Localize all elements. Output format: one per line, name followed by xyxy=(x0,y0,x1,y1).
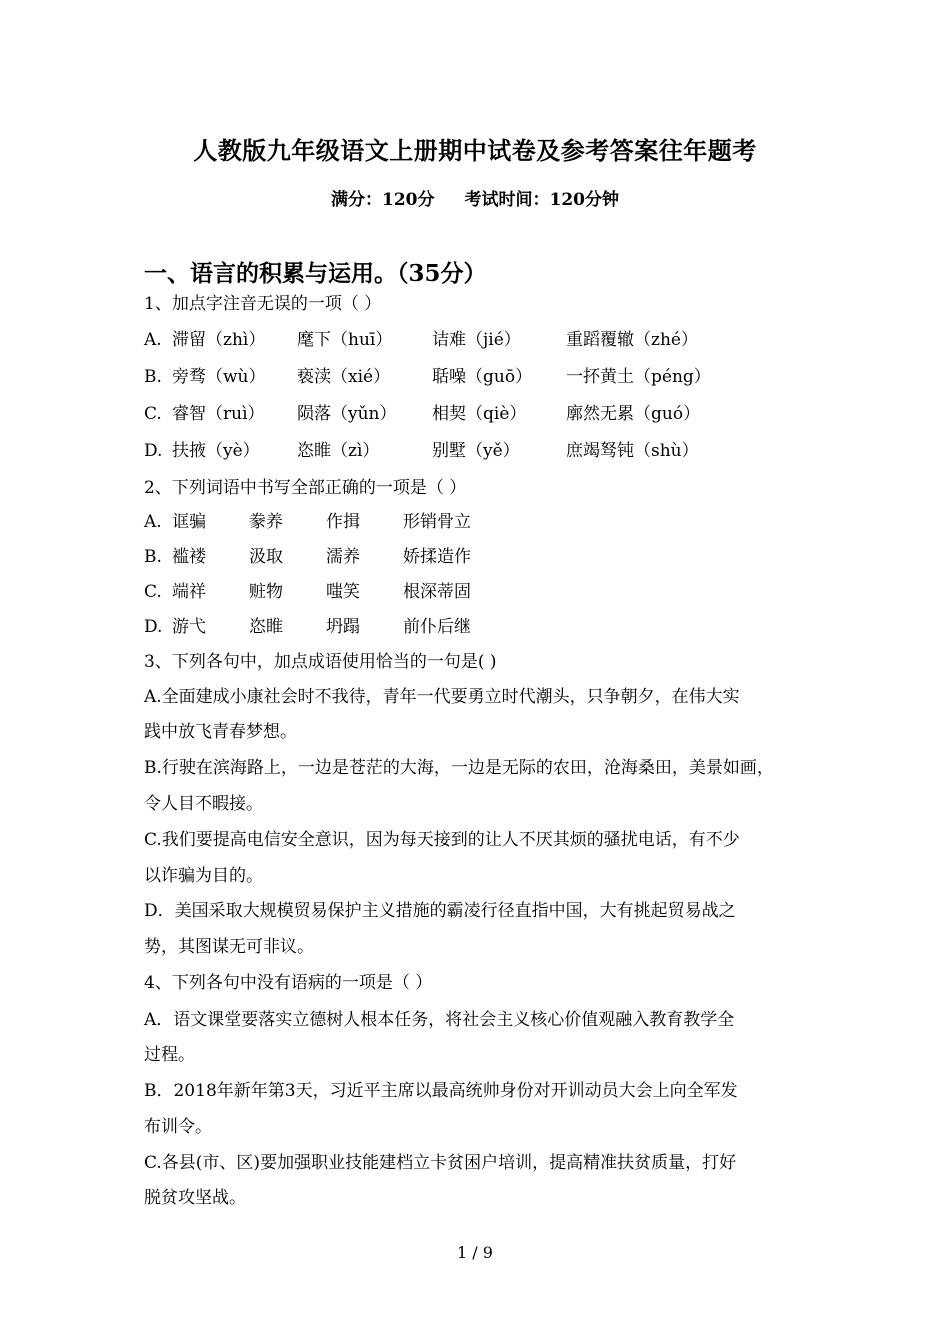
option-item: 麾下（huī） xyxy=(297,330,393,350)
q4-stem: 4、下列各句中没有语病的一项是（ ） xyxy=(144,973,433,993)
option-item: 豢养 xyxy=(249,512,283,532)
option-item: 端祥 xyxy=(172,582,206,602)
option-label: A. xyxy=(144,330,162,350)
option-item: 聒噪（guō） xyxy=(432,367,533,387)
q3-line: 以诈骗为目的。 xyxy=(144,866,263,886)
q3-stem: 3、下列各句中，加点成语使用恰当的一句是( ) xyxy=(144,652,497,672)
q3-line: A.全面建成小康社会时不我待，青年一代要勇立时代潮头，只争朝夕，在伟大实 xyxy=(144,687,740,707)
q3-line: D．美国采取大规模贸易保护主义措施的霸凌行径直指中国，大有挑起贸易战之 xyxy=(144,901,736,921)
q4-line: C.各县(市、区)要加强职业技能建档立卡贫困户培训，提高精准扶贫质量，打好 xyxy=(144,1153,737,1173)
option-item: 坍蹋 xyxy=(326,617,360,637)
q4-line: 布训令。 xyxy=(144,1117,212,1137)
full-score: 满分：120分 xyxy=(331,190,435,210)
option-item: 旁骛（wù） xyxy=(172,367,266,387)
option-item: 赃物 xyxy=(249,582,283,602)
option-item: 庶竭驽钝（shù） xyxy=(566,441,699,461)
option-item: 褴褛 xyxy=(172,547,206,567)
option-item: 陨落（yǔn） xyxy=(297,404,397,424)
q4-line: 脱贫攻坚战。 xyxy=(144,1188,246,1208)
page-number: 1 / 9 xyxy=(457,1243,493,1262)
option-item: 亵渎（xié） xyxy=(297,367,391,387)
option-item: 一抔黄土（péng） xyxy=(566,367,711,387)
option-label: B. xyxy=(144,367,162,387)
option-label: B. xyxy=(144,547,162,567)
q4-line: B．2018年新年第3天，习近平主席以最高统帅身份对开训动员大会上向全军发 xyxy=(144,1081,738,1101)
option-item: 濡养 xyxy=(326,547,360,567)
q3-line: 令人目不暇接。 xyxy=(144,794,263,814)
option-item: 扶掖（yè） xyxy=(172,441,260,461)
option-item: 廓然无累（guó） xyxy=(566,404,701,424)
q3-line: 势，其图谋无可非议。 xyxy=(144,937,314,957)
option-label: A. xyxy=(144,512,162,532)
option-item: 嗤笑 xyxy=(326,582,360,602)
q1-stem: 1、加点字注音无误的一项（ ） xyxy=(144,294,382,314)
option-item: 前仆后继 xyxy=(403,617,471,637)
q4-line: 过程。 xyxy=(144,1045,195,1065)
q3-line: B.行驶在滨海路上，一边是苍茫的大海，一边是无际的农田，沧海桑田，美景如画， xyxy=(144,758,774,778)
option-item: 别墅（yě） xyxy=(432,441,520,461)
option-item: 滞留（zhì） xyxy=(172,330,266,350)
option-item: 娇揉造作 xyxy=(403,547,471,567)
option-item: 睿智（ruì） xyxy=(172,404,265,424)
q2-stem: 2、下列词语中书写全部正确的一项是（ ） xyxy=(144,478,467,498)
option-item: 相契（qiè） xyxy=(432,404,527,424)
option-item: 汲取 xyxy=(249,547,283,567)
exam-title: 人教版九年级语文上册期中试卷及参考答案往年题考 xyxy=(193,136,757,165)
option-item: 恣睢 xyxy=(249,617,283,637)
option-label: D. xyxy=(144,441,163,461)
option-item: 诘难（jié） xyxy=(432,330,521,350)
option-item: 重蹈覆辙（zhé） xyxy=(566,330,698,350)
option-item: 恣睢（zì） xyxy=(297,441,380,461)
option-item: 根深蒂固 xyxy=(403,582,471,602)
exam-info xyxy=(0,185,950,210)
q3-line: 践中放飞青春梦想。 xyxy=(144,722,297,742)
exam-time: 考试时间：120分钟 xyxy=(464,190,619,210)
q3-line: C.我们要提高电信安全意识，因为每天接到的让人不厌其烦的骚扰电话，有不少 xyxy=(144,830,740,850)
option-label: C. xyxy=(144,404,162,424)
q4-line: A．语文课堂要落实立德树人根本任务，将社会主义核心价值观融入教育教学全 xyxy=(144,1010,735,1030)
option-item: 形销骨立 xyxy=(403,512,471,532)
option-label: C. xyxy=(144,582,162,602)
section-heading: 一、语言的积累与运用。（35分） xyxy=(144,260,487,287)
option-label: D. xyxy=(144,617,163,637)
option-item: 作揖 xyxy=(326,512,360,532)
option-item: 诓骗 xyxy=(172,512,206,532)
option-item: 游弋 xyxy=(172,617,206,637)
